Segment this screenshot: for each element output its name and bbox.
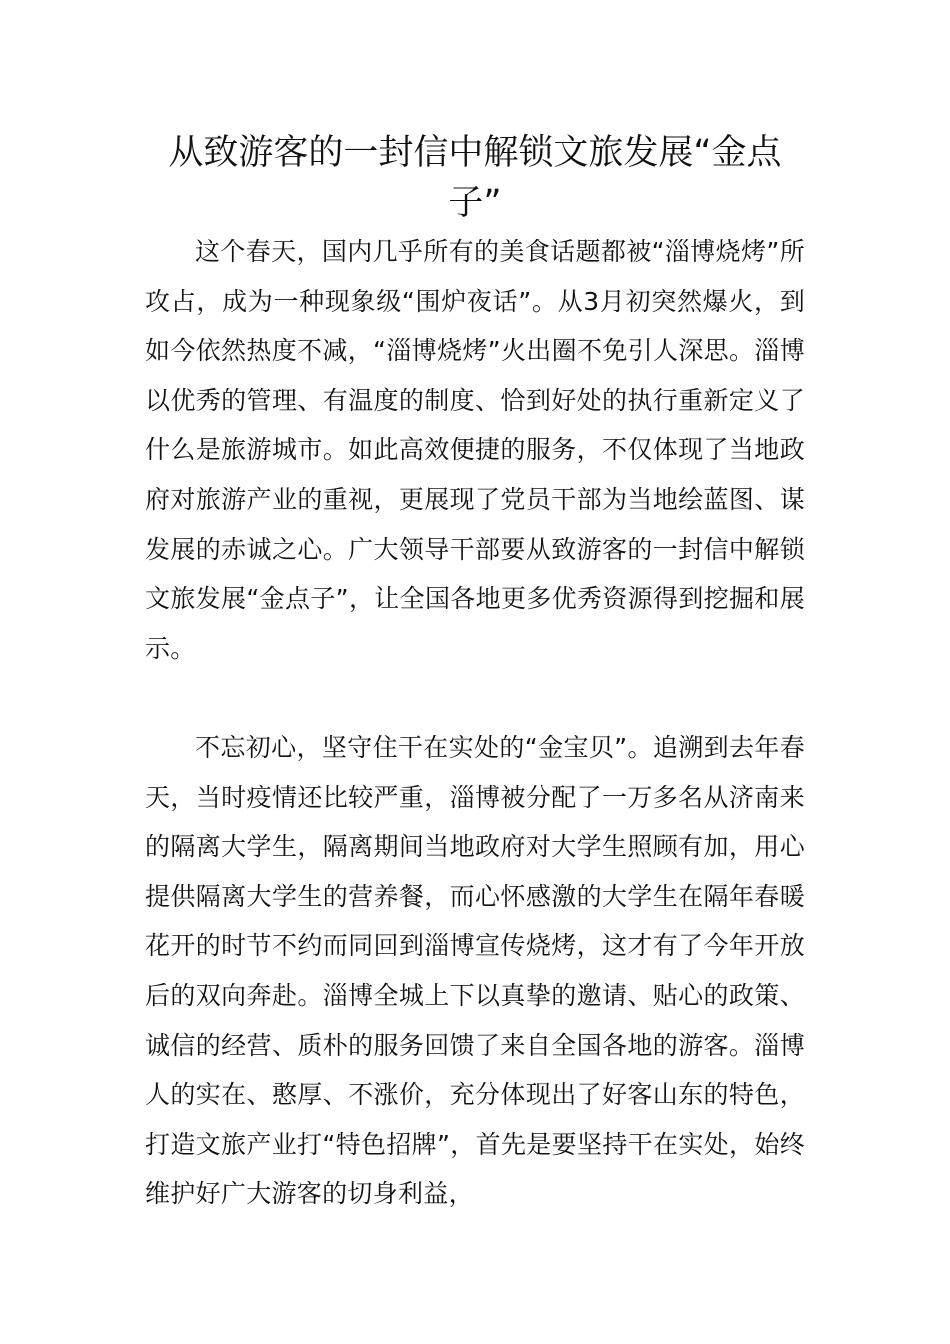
document-title: 从致游客的一封信中解锁文旅发展“金点子” [168, 133, 782, 223]
paragraph-intro: 这个春天，国内几乎所有的美食话题都被“淄博烧烤”所攻占，成为一种现象级“围炉夜话”。从3月初突然爆火，到如今依然热度不减，“淄博烧烤”火出圈不免引人深思。淄博以优秀的管理、有温度的制度、恰到好处的执行重新定义了什么是旅游城市。如此高效便捷的服务，不仅体现了当地政府对旅游产业的重视，更展现了党员干部为当地绘蓝图、谋发展的赤诚之心。广大领导干部要从致游客的一封信中解锁文旅发展“金点子”，让全国各地更多优秀资源得到挖掘和展示。 [145, 237, 805, 663]
paragraph-section-1: 不忘初心，坚守住干在实处的“金宝贝”。追溯到去年春天，当时疫情还比较严重，淄博被分配了一万多名从济南来的隔离大学生，隔离期间当地政府对大学生照顾有加，用心提供隔离大学生的营养餐，而心怀感激的大学生在隔年春暖花开的时节不约而同回到淄博宣传烧烤，这才有了今年开放后的双向奔赴。淄博全城上下以真挚的邀请、贴心的政策、诚信的经营、质朴的服务回馈了来自全国各地的游客。淄博人的实在、憨厚、不涨价，充分体现出了好客山东的特色，打造文旅产业打“特色招牌”，首先是要坚持干在实处，始终维护好广大游客的切身利益， [145, 733, 805, 1209]
